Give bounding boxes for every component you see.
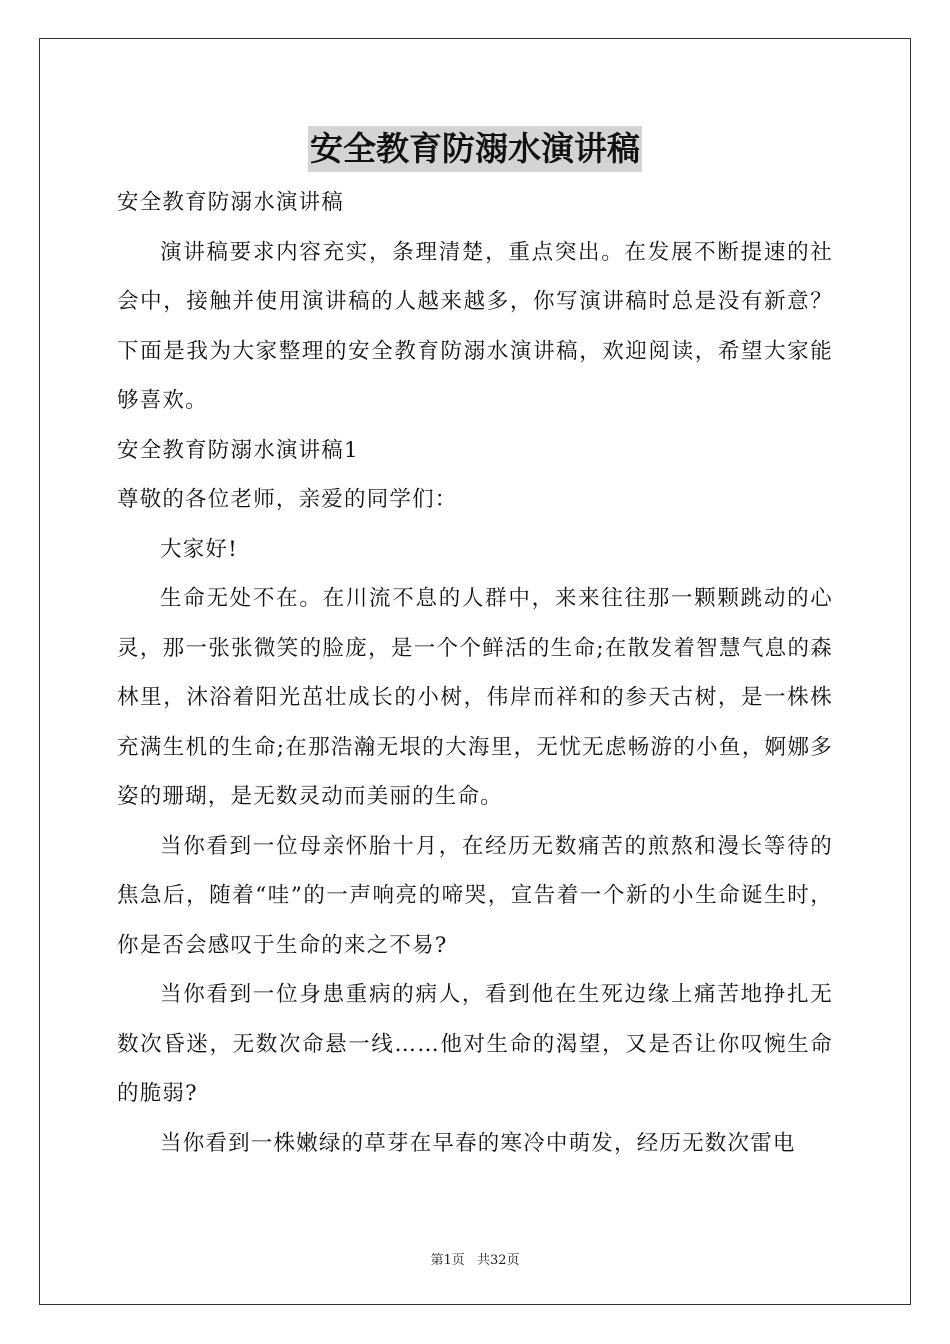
paragraph: 当你看到一株嫩绿的草芽在早春的寒冷中萌发，经历无数次雷电 [160, 1130, 796, 1156]
paragraph: 演讲稿要求内容充实，条理清楚，重点突出。在发展不断提速的社会中，接触并使用演讲稿的人越来越多，你写演讲稿时总是没有新意？下面是我为大家整理的安全教育防溺水演讲稿，欢迎阅读，希望大家能够喜欢。 [117, 239, 833, 413]
total-pages: 共32页 [476, 1253, 520, 1268]
paragraph: 安全教育防溺水演讲稿1 [117, 437, 359, 463]
page-footer [0, 1249, 950, 1268]
paragraph: 尊敬的各位老师，亲爱的同学们： [117, 487, 458, 512]
document-title: 安全教育防溺水演讲稿 [308, 126, 642, 172]
paragraph: 当你看到一位母亲怀胎十月，在经历无数痛苦的煎熬和漫长等待的焦急后，随着“哇”的一声响亮的啼哭，宣告着一个新的小生命诞生时，你是否会感叹于生命的来之不易? [117, 833, 833, 958]
title-container [0, 126, 950, 172]
document-body [117, 178, 833, 1168]
paragraph: 大家好! [160, 536, 238, 562]
paragraph: 当你看到一位身患重病的病人，看到他在生死边缘上痛苦地挣扎无数次昏迷，无数次命悬一线……他对生命的渴望，又是否让你叹惋生命的脆弱? [117, 982, 833, 1106]
page-number: 第1页 [430, 1253, 465, 1268]
paragraph: 安全教育防溺水演讲稿 [117, 190, 345, 215]
paragraph: 生命无处不在。在川流不息的人群中，来来往往那一颗颗跳动的心灵，那一张张微笑的脸庞，是一个个鲜活的生命;在散发着智慧气息的森林里，沐浴着阳光茁壮成长的小树，伟岸而祥和的参天古树，是一株株充满生机的生命;在那浩瀚无垠的大海里，无忧无虑畅游的小鱼，婀娜多姿的珊瑚，是无数灵动而美丽的生命。 [117, 586, 833, 809]
